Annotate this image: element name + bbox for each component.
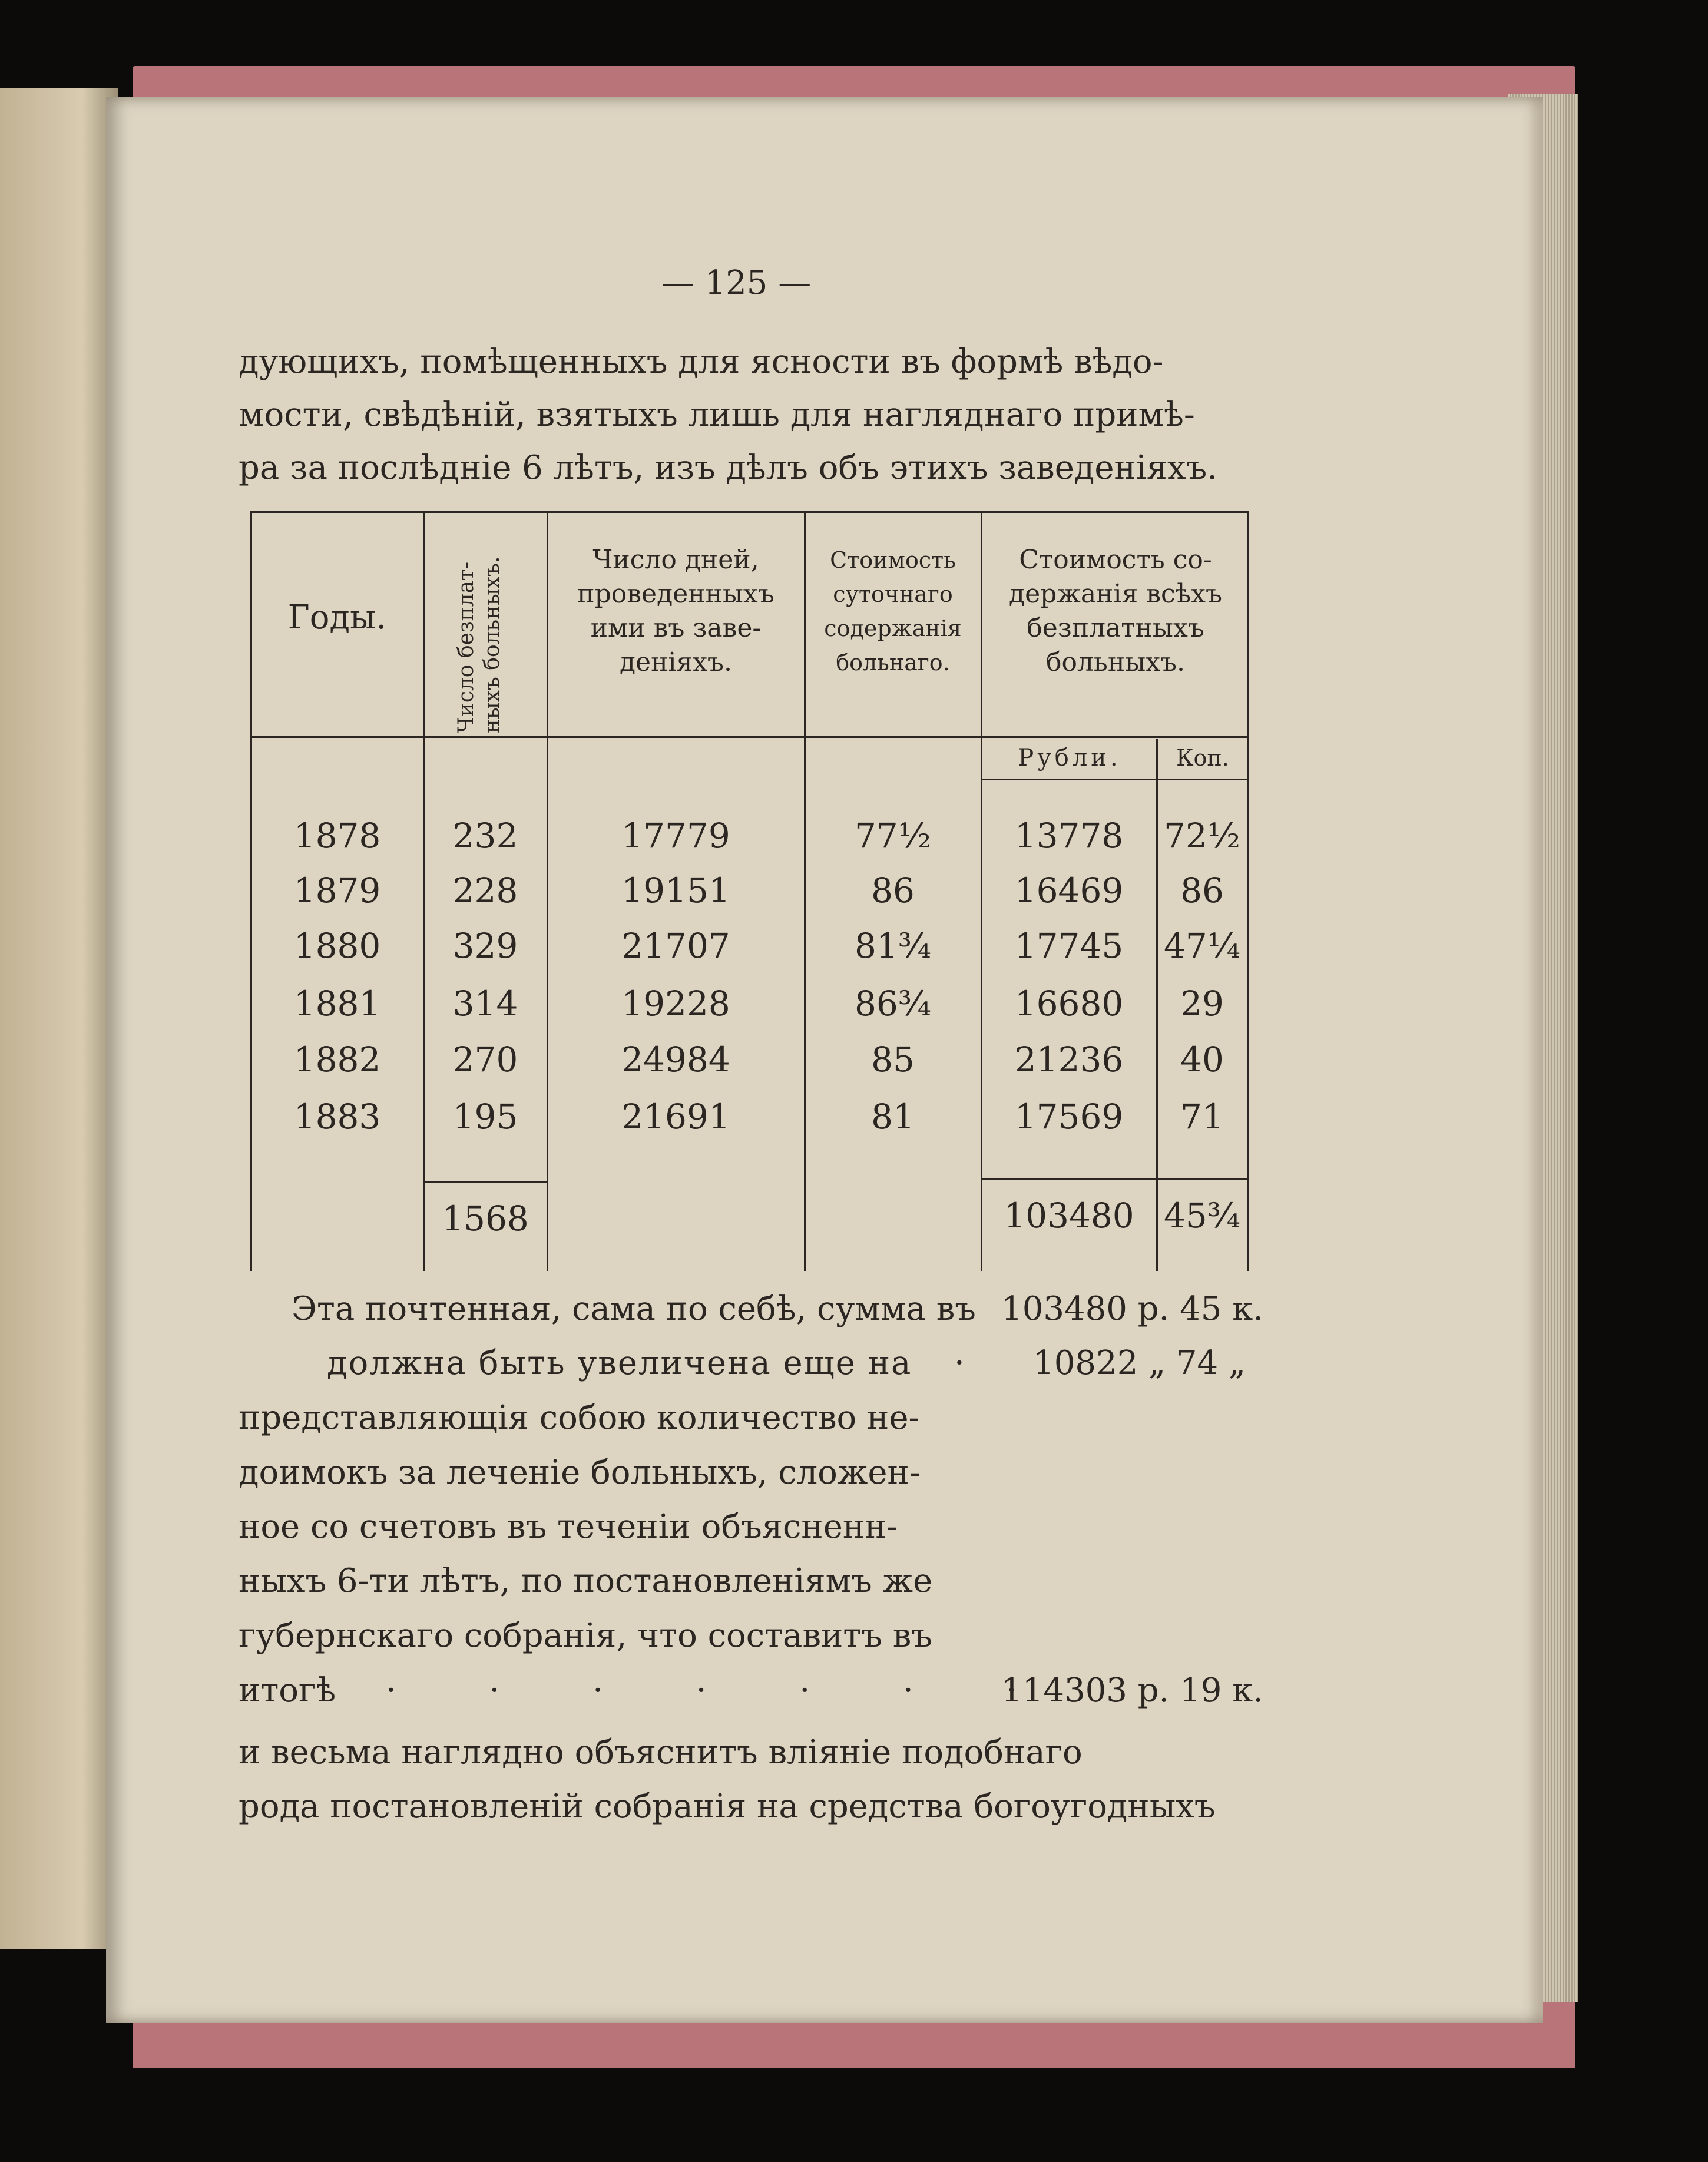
table-right-border <box>1247 511 1249 1271</box>
cell-kopeks: 72½ <box>1163 816 1241 856</box>
cell-patients: 228 <box>452 870 518 911</box>
left-page <box>0 88 118 1949</box>
body-text: Эта почтенная, сама по себѣ, сумма въ <box>292 1290 976 1328</box>
body-text: ное со счетовъ въ теченіи объясненн- <box>239 1508 898 1546</box>
cell-patients: 329 <box>452 926 518 966</box>
cell-kopeks: 71 <box>1180 1097 1224 1137</box>
closing-paragraph <box>239 1726 1260 1834</box>
body-value: 10822 „ 74 „ <box>1033 1344 1246 1382</box>
cell-year: 1882 <box>293 1039 381 1080</box>
cell-patients: 195 <box>452 1097 518 1137</box>
table-header-border <box>250 736 1249 738</box>
total-rule <box>423 1181 548 1183</box>
cell-daily: 81¾ <box>854 926 932 966</box>
intro-paragraph <box>239 336 1260 495</box>
cell-rubles: 21236 <box>1014 1039 1124 1080</box>
cell-daily: 86 <box>871 870 915 911</box>
intro-line: дующихъ, помѣщенныхъ для ясности въ формѣ вѣдо- <box>239 343 1164 381</box>
body-text: итогѣ <box>239 1671 336 1710</box>
body-text: ныхъ 6-ти лѣтъ, по постановленіямъ же <box>239 1562 933 1600</box>
cell-days: 24984 <box>621 1039 730 1080</box>
cell-kopeks: 40 <box>1180 1039 1224 1080</box>
table-top-border <box>250 511 1249 513</box>
body-text: и весьма наглядно объяснитъ вліяніе подобнаго <box>239 1733 1083 1772</box>
cell-daily: 81 <box>871 1097 915 1137</box>
cell-daily: 77½ <box>854 816 932 856</box>
body-text: рода постановленій собранія на средства богоугодныхъ <box>239 1787 1216 1826</box>
column-divider <box>547 511 548 1271</box>
cell-days: 21707 <box>621 926 730 966</box>
cell-year: 1883 <box>293 1097 381 1137</box>
cell-patients: 314 <box>452 984 518 1024</box>
leader-dot: · <box>954 1344 965 1382</box>
intro-line: мости, свѣдѣній, взятыхъ лишь для нагляднаго примѣ- <box>239 396 1195 434</box>
body-value: 103480 р. 45 к. <box>1001 1290 1263 1328</box>
leader-dots: · · · · · · · <box>386 1671 1058 1710</box>
subheader-border <box>981 779 1249 780</box>
body-text: должна быть увеличена еще на <box>327 1344 912 1382</box>
header-free-patients: Число безплат- ныхъ больныхъ. <box>454 556 504 733</box>
cell-rubles: 17745 <box>1014 926 1124 966</box>
subheader-rubles: Рубли. <box>1018 744 1121 772</box>
total-kopeks: 45¾ <box>1163 1196 1241 1236</box>
cell-days: 19151 <box>621 870 730 911</box>
total-rubles: 103480 <box>1004 1196 1134 1236</box>
cell-rubles: 17569 <box>1014 1097 1124 1137</box>
column-divider <box>804 511 806 1271</box>
cell-kopeks: 29 <box>1180 984 1224 1024</box>
cell-patients: 270 <box>452 1039 518 1080</box>
cell-kopeks: 47¼ <box>1163 926 1241 966</box>
total-rule <box>981 1178 1249 1180</box>
cell-days: 17779 <box>621 816 730 856</box>
subheader-kopeks: Коп. <box>1176 745 1229 771</box>
column-divider <box>981 511 982 1271</box>
cell-days: 21691 <box>621 1097 730 1137</box>
body-text: доимокъ за леченіе больныхъ, сложен- <box>239 1454 921 1492</box>
column-divider <box>423 511 425 1271</box>
intro-line: ра за послѣдніе 6 лѣтъ, изъ дѣлъ объ этихъ заведеніяхъ. <box>239 449 1218 487</box>
total-patients: 1568 <box>442 1198 529 1239</box>
body-text: губернскаго собранія, что составитъ въ <box>239 1617 932 1655</box>
cell-kopeks: 86 <box>1180 870 1224 911</box>
header-total-cost: Стоимость со- держанія всѣхъ безплатныхъ больныхъ. <box>1009 545 1222 677</box>
table-left-border <box>250 511 252 1271</box>
cell-rubles: 13778 <box>1014 816 1124 856</box>
cell-days: 19228 <box>621 984 730 1024</box>
header-years: Годы. <box>287 598 387 637</box>
cell-year: 1880 <box>293 926 381 966</box>
cell-daily: 85 <box>871 1039 915 1080</box>
cell-rubles: 16469 <box>1014 870 1124 911</box>
header-daily-cost: Стоимость суточнаго содержанія больнаго. <box>824 547 962 676</box>
cell-year: 1881 <box>293 984 381 1024</box>
cell-year: 1878 <box>293 816 381 856</box>
cell-daily: 86¾ <box>854 984 932 1024</box>
page-number: — 125 — <box>661 264 812 302</box>
cell-year: 1879 <box>293 870 381 911</box>
header-days: Число дней, проведенныхъ ими въ заве- деніяхъ. <box>577 545 774 677</box>
body-value: 114303 р. 19 к. <box>1001 1671 1263 1710</box>
cell-patients: 232 <box>452 816 518 856</box>
cell-rubles: 16680 <box>1014 984 1124 1024</box>
body-text: представляющія собою количество не- <box>239 1399 920 1437</box>
